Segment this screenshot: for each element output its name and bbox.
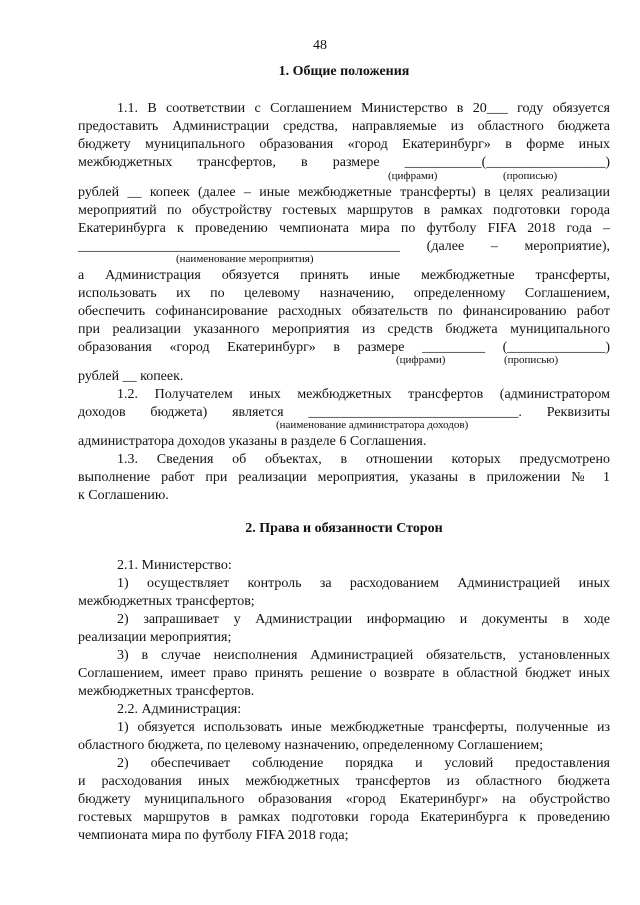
paragraph-line: 1.1. В соответствии с Соглашением Министерство в 20___ году обязуется [117, 101, 610, 116]
caption-admin-name: (наименование администратора доходов) [276, 419, 469, 431]
paragraph-line: 2.2. Администрация: [117, 702, 242, 717]
paragraph-line: областного бюджета, по целевому назначению, определенному Соглашением; [78, 738, 544, 753]
paragraph-line: предоставить Администрации средства, направляемые из областного бюджета [78, 119, 610, 134]
paragraph-line: рублей __ копеек. [78, 369, 184, 384]
paragraph-line: к Соглашению. [78, 488, 169, 503]
paragraph-line: реализации мероприятия; [78, 630, 232, 645]
section-1-title: 1. Общие положения [278, 64, 410, 79]
paragraph-line: при реализации указанного мероприятия из средств бюджета муниципального [78, 322, 610, 337]
paragraph-line: 1.2. Получателем иных межбюджетных трансфертов (администратором [117, 387, 610, 402]
caption-digits: (цифрами) [396, 354, 446, 366]
paragraph-line: рублей __ копеек (далее – иные межбюджетные трансферты) в целях реализации [78, 185, 610, 200]
paragraph-line: 2.1. Министерство: [117, 558, 232, 573]
caption-words: (прописью) [504, 354, 559, 366]
paragraph-line: чемпионата мира по футболу FIFA 2018 года; [78, 828, 349, 843]
paragraph-line: доходов бюджета) является ______________________________. Реквизиты [78, 405, 610, 420]
paragraph-line: использовать их по целевому назначению, определенному Соглашением, [78, 286, 610, 301]
paragraph-line: 3) в случае неисполнения Администрацией обязательств, установленных [117, 648, 610, 663]
paragraph-line: межбюджетных трансфертов. [78, 684, 255, 699]
section-2-title: 2. Права и обязанности Сторон [245, 521, 443, 536]
paragraph-line: Соглашением, имеет право принять решение о возврате в областной бюджет иных [78, 666, 610, 681]
paragraph-line: администратора доходов указаны в разделе 6 Соглашения. [78, 434, 427, 449]
paragraph-line: обеспечить софинансирование расходных обязательств по финансированию работ [78, 304, 610, 319]
paragraph-line: мероприятий по обустройству гостевых маршрутов в рамках подготовки города [78, 203, 610, 218]
paragraph-line: 1) обязуется использовать иные межбюджетные трансферты, полученные из [117, 720, 610, 735]
paragraph-line: Екатеринбурга к проведению чемпионата мира по футболу FIFA 2018 года – [78, 221, 610, 236]
paragraph-line: выполнение работ при реализации мероприятия, указаны в приложении № 1 [78, 470, 610, 485]
paragraph-line: 1) осуществляет контроль за расходованием Администрацией иных [117, 576, 610, 591]
paragraph-line: ______________________________________________ (далее – мероприятие), [78, 239, 610, 254]
caption-words: (прописью) [503, 170, 558, 182]
paragraph-line: межбюджетных трансфертов; [78, 594, 255, 609]
paragraph-line: гостевых маршрутов в рамках подготовки города Екатеринбурга к проведению [78, 810, 610, 825]
paragraph-line: образования «город Екатеринбург» в размере _________ (______________) [78, 340, 610, 355]
paragraph-line: бюджету муниципального образования «город Екатеринбург» в форме иных [78, 137, 610, 152]
page-number: 48 [313, 38, 327, 53]
paragraph-line: бюджету муниципального образования «город Екатеринбург» на обустройство [78, 792, 610, 807]
paragraph-line: 2) обеспечивает соблюдение порядка и условий предоставления [117, 756, 610, 771]
caption-digits: (цифрами) [388, 170, 438, 182]
paragraph-line: 2) запрашивает у Администрации информацию и документы в ходе [117, 612, 610, 627]
paragraph-line: 1.3. Сведения об объектах, в отношении которых предусмотрено [117, 452, 610, 467]
caption-event-name: (наименование мероприятия) [176, 253, 314, 265]
paragraph-line: межбюджетных трансфертов, в размере ___________(_________________) [78, 155, 610, 170]
paragraph-line: и расходования иных межбюджетных трансфертов из областного бюджета [78, 774, 610, 789]
paragraph-line: а Администрация обязуется принять иные межбюджетные трансферты, [78, 268, 610, 283]
